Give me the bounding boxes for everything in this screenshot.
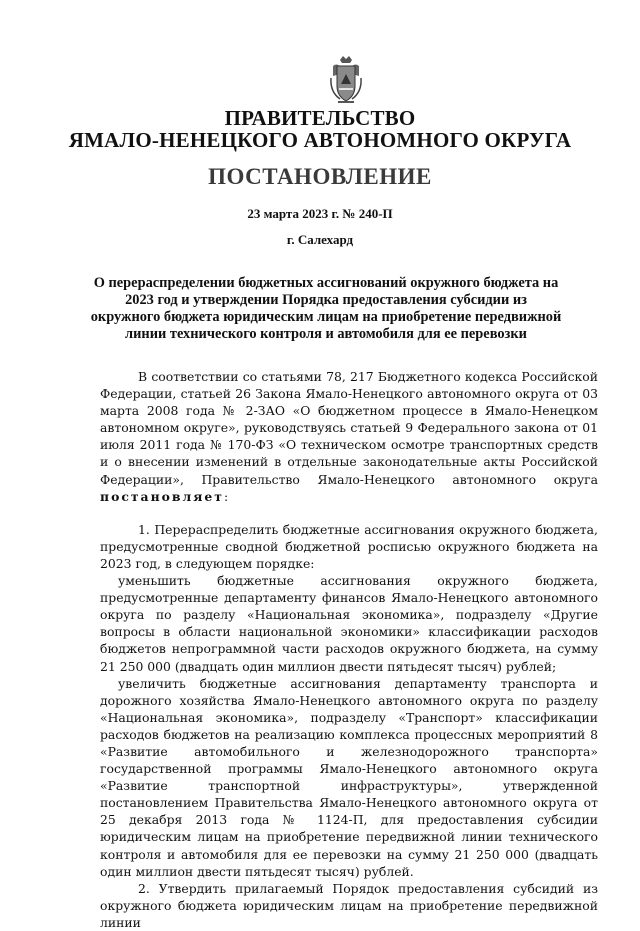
item-1-paragraph: 1. Перераспределить бюджетные ассигнования окружного бюджета, предусмотренные сводной бюджетной росписью окружного бюджета на 2023 год, в следующем порядке:	[100, 521, 598, 571]
document-title: О перераспределении бюджетных ассигнований окружного бюджета на 2023 год и утверждении Порядка предоставления субсидии из окружного бюджета юридическим лицам на приобретение передвижной линии технического контроля и автомобиля для ее перевозки	[90, 275, 562, 342]
government-name-line2: ЯМАЛО-НЕНЕЦКОГО АВТОНОМНОГО ОКРУГА	[68, 128, 572, 152]
city: г. Салехард	[286, 232, 354, 247]
document-body	[100, 368, 598, 931]
increase-paragraph: увеличить бюджетные ассигнования департаменту транспорта и дорожного хозяйства Ямало-Ненецкого автономного округа по разделу «Национальная экономика», подразделу «Транспорт» классификации расходов бюджетов на реализацию комплекса процессных мероприятий 8 «Развитие автомобильного и железнодорожного транспорта» государственной программы Ямало-Ненецкого автономного округа «Развитие транспортной инфраструктуры», утвержденной постановлением Правительства Ямало-Ненецкого автономного округа от 25 декабря 2013 года № 1124-П, для предоставления субсидии юридическим лицам на приобретение передвижной линии технического контроля и автомобиля для ее перевозки на сумму 21 250 000 (двадцать один миллион двести пятьдесят тысяч) рублей.	[100, 675, 598, 879]
decree-word: постановляет	[100, 488, 224, 504]
decree-colon: :	[223, 488, 229, 504]
coat-of-arms-icon	[326, 54, 366, 106]
government-name-line1: ПРАВИТЕЛЬСТВО	[224, 106, 416, 130]
date-number: 23 марта 2023 г. № 240-П	[247, 206, 393, 221]
preamble-text: В соответствии со статьями 78, 217 Бюджетного кодекса Российской Федерации, статьей 26 Закона Ямало-Ненецкого автономного округа от 03 марта 2008 года № 2-ЗАО «О бюджетном процессе в Ямало-Ненецком автономном округе», руководствуясь статьей 9 Федерального закона от 01 июля 2011 года № 170-ФЗ «О техническом осмотре транспортных средств и о внесении изменений в отдельные законодательные акты Российской Федерации», Правительство Ямало-Ненецкого автономного округа	[100, 369, 598, 487]
item-2-paragraph: 2. Утвердить прилагаемый Порядок предоставления субсидий из окружного бюджета юридическим лицам на приобретение передвижной линии	[100, 880, 598, 930]
preamble-paragraph	[100, 368, 598, 505]
document-type: ПОСТАНОВЛЕНИЕ	[208, 164, 432, 189]
reduce-paragraph: уменьшить бюджетные ассигнования окружного бюджета, предусмотренные департаменту финансов Ямало-Ненецкого автономного округа по разделу «Национальная экономика», подразделу «Другие вопросы в области национальной экономики» классификации расходов бюджетов непрограммной части расходов окружного бюджета, на сумму 21 250 000 (двадцать один миллион двести пятьдесят тысяч) рублей;	[100, 573, 598, 674]
